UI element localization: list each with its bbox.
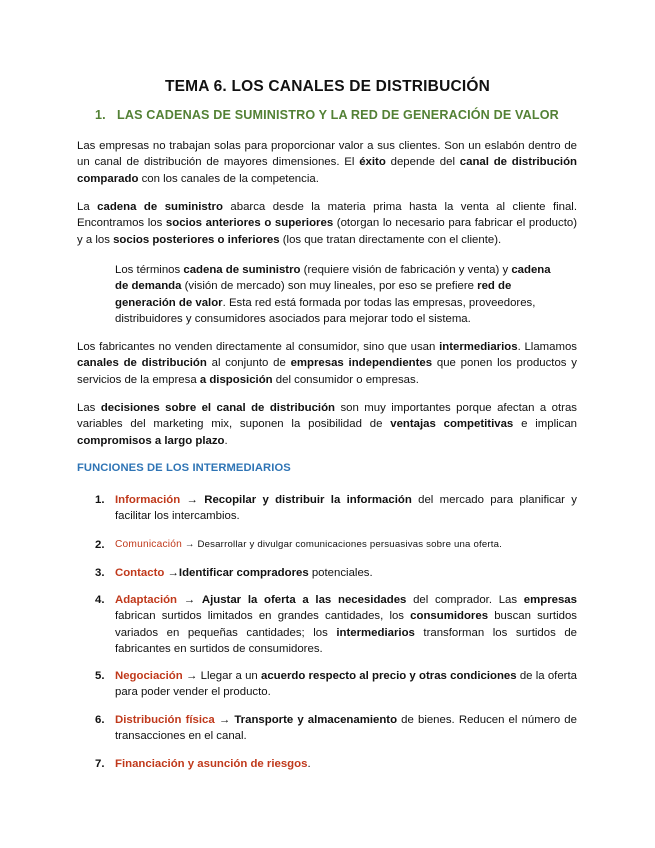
indented-note: Los términos cadena de suministro (requiere visión de fabricación y venta) y cadena de demanda (visión de mercado) son muy lineales, por eso se prefiere red de generación de valor. Esta red está formada por todas las empresas, proveedores, distribuidores y consumidores asociados para mejorar todo el sistema. bbox=[115, 264, 551, 325]
list-item: 7. Financiación y asunción de riesgos. bbox=[95, 758, 311, 770]
list-item: 4. Adaptación → Ajustar la oferta a las necesidades del comprador. Las empresas fabrican surtidos limitados en grandes cantidades, los consumidores buscan surtidos variados en pequeñas cantidades; los intermediarios transforman los surtidos de fabricantes en surtidos de consumidores. bbox=[95, 594, 577, 655]
page-title: TEMA 6. LOS CANALES DE DISTRIBUCIÓN bbox=[164, 78, 491, 95]
paragraph-4: Las decisiones sobre el canal de distribución son muy importantes porque afectan a otras variables del marketing mix, suponen la posibilidad de ventajas competitivas e implican compromisos a largo plazo. bbox=[77, 402, 578, 447]
paragraph-2: La cadena de suministro abarca desde la materia prima hasta la venta al cliente final. Encontramos los socios anteriores o superiores (otorgan lo necesario para fabricar el producto) y a los socios posteriores o inferiores (los que tratan directamente con el cliente). bbox=[77, 201, 577, 246]
list-item: 6. Distribución física → Transporte y almacenamiento de bienes. Reducen el número de transacciones en el canal. bbox=[95, 714, 577, 743]
list-item: 2. Comunicación → Desarrollar y divulgar comunicaciones persuasivas sobre una oferta. bbox=[95, 539, 503, 551]
paragraph-3: Los fabricantes no venden directamente al consumidor, sino que usan intermediarios. Llamamos canales de distribución al conjunto de empresas independientes que ponen los productos y servicios de la empresa a disposición del consumidor o empresas. bbox=[77, 341, 578, 386]
list-item: 1. Información → Recopilar y distribuir la información del mercado para planificar y facilitar los intercambios. bbox=[95, 494, 577, 523]
section-heading-1 bbox=[95, 108, 559, 122]
list-item: 3. Contacto →Identificar compradores potenciales. bbox=[95, 567, 373, 579]
section-heading-text: LAS CADENAS DE SUMINISTRO Y LA RED DE GENERACIÓN DE VALOR bbox=[117, 108, 559, 122]
subsection-heading: FUNCIONES DE LOS INTERMEDIARIOS bbox=[77, 462, 291, 474]
list-item: 5. Negociación → Llegar a un acuerdo respecto al precio y otras condiciones de la oferta para poder vender el producto. bbox=[95, 670, 577, 699]
section-number: 1. bbox=[95, 108, 106, 122]
paragraph-1: Las empresas no trabajan solas para proporcionar valor a sus clientes. Son un eslabón dentro de un canal de distribución de mayores dimensiones. El éxito depende del canal de distribución comparado con los canales de la competencia. bbox=[77, 140, 577, 185]
